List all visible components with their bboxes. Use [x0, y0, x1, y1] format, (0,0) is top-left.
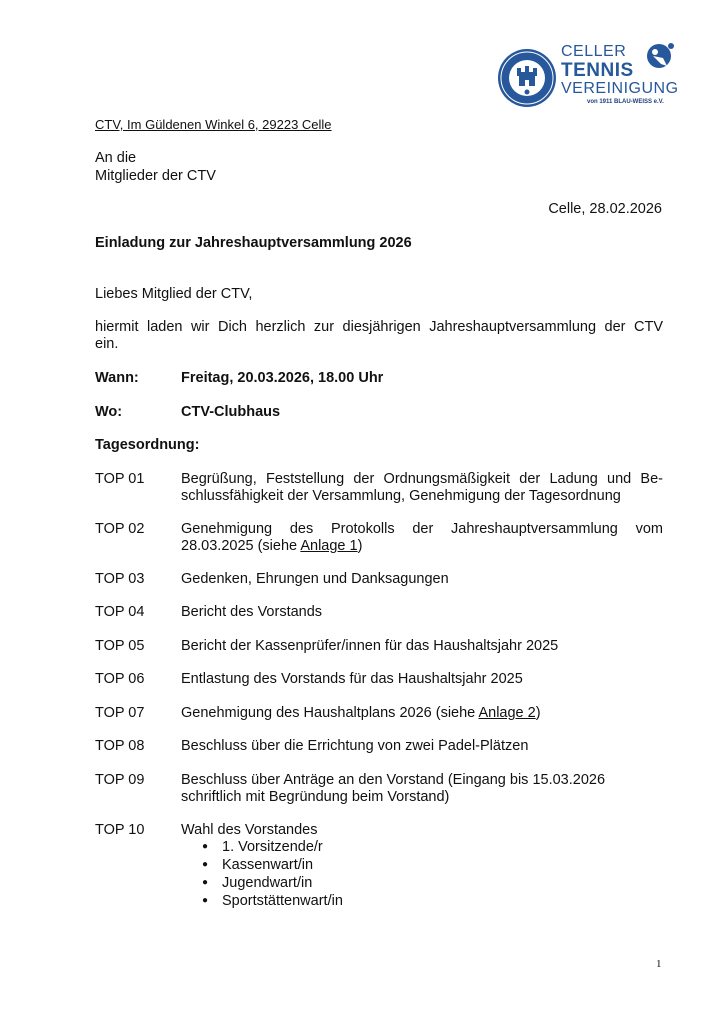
top05-text: Bericht der Kassenprüfer/innen für das Haushaltsjahr 2025: [181, 638, 559, 654]
where-label: Wo:: [95, 404, 123, 420]
top01-line-2: schlussfähigkeit der Versammlung, Genehmigung der Tagesordnung: [181, 488, 621, 504]
intro-line-1: hiermit laden wir Dich herzlich zur diesjährigen Jahreshauptversammlung der CTV: [95, 319, 663, 335]
top08-text: Beschluss über die Errichtung von zwei Padel-Plätzen: [181, 738, 529, 754]
list-item: ● Sportstättenwart/in: [202, 892, 343, 910]
intro-line-2: ein.: [95, 336, 119, 352]
list-item: ● Jugendwart/in: [202, 874, 343, 892]
top08-code: TOP 08: [95, 738, 145, 754]
logo-line-4: von 1911 BLAU-WEISS e.V.: [587, 99, 664, 105]
top05-code: TOP 05: [95, 638, 145, 654]
logo-line-1: CELLER: [561, 43, 627, 60]
page-number: 1: [656, 958, 662, 970]
recipient-line-2: Mitglieder der CTV: [95, 168, 216, 184]
top07-text-pre: Genehmigung des Haushaltplans 2026 (siehe: [181, 705, 479, 721]
club-seal-icon: [497, 48, 557, 108]
agenda-heading: Tagesordnung:: [95, 437, 200, 453]
top09-line-1: Beschluss über Anträge an den Vorstand (Eingang bis 15.03.2026: [181, 772, 606, 788]
subject: Einladung zur Jahreshauptversammlung 2026: [95, 235, 412, 251]
top03-code: TOP 03: [95, 571, 145, 587]
top02-line-2-post: ): [357, 538, 363, 554]
top03-text: Gedenken, Ehrungen und Danksagungen: [181, 571, 449, 587]
top02-line-2-pre: 28.03.2025 (siehe: [181, 538, 301, 554]
when-value: Freitag, 20.03.2026, 18.00 Uhr: [181, 370, 384, 386]
top06-code: TOP 06: [95, 671, 145, 687]
board-positions-list: [202, 838, 343, 910]
tennis-player-icon: [641, 42, 677, 86]
list-item: ● Kassenwart/in: [202, 856, 343, 874]
salutation: Liebes Mitglied der CTV,: [95, 286, 253, 302]
top06-text: Entlastung des Vorstands für das Haushaltsjahr 2025: [181, 671, 523, 687]
top10-code: TOP 10: [95, 822, 145, 838]
place-date: Celle, 28.02.2026: [548, 201, 662, 217]
top01-line-1: Begrüßung, Feststellung der Ordnungsmäßigkeit der Ladung und Be-: [181, 471, 663, 487]
logo-line-3: VEREINIGUNG: [561, 80, 679, 97]
top02-line-1: Genehmigung des Protokolls der Jahreshauptversammlung vom: [181, 521, 663, 537]
top07-text-post: ): [535, 705, 541, 721]
top01-code: TOP 01: [95, 471, 145, 487]
top09-code: TOP 09: [95, 772, 145, 788]
top09-line-2: schriftlich mit Begründung beim Vorstand): [181, 789, 450, 805]
top04-text: Bericht des Vorstands: [181, 604, 323, 620]
top02-line-2: [181, 537, 362, 555]
top02-code: TOP 02: [95, 521, 145, 537]
when-label: Wann:: [95, 370, 139, 386]
top10-text: Wahl des Vorstandes: [181, 822, 318, 838]
anlage-1-link[interactable]: Anlage 1: [300, 538, 358, 554]
top07-code: TOP 07: [95, 705, 145, 721]
top04-code: TOP 04: [95, 604, 145, 620]
top07-text: [181, 704, 541, 722]
list-item: ● 1. Vorsitzende/r: [202, 838, 343, 856]
sender-line: CTV, Im Güldenen Winkel 6, 29223 Celle: [95, 117, 332, 132]
club-logo: [497, 42, 677, 122]
anlage-2-link[interactable]: Anlage 2: [478, 705, 536, 721]
logo-line-2: TENNIS: [561, 60, 634, 81]
where-value: CTV-Clubhaus: [181, 404, 281, 420]
recipient-line-1: An die: [95, 150, 137, 166]
